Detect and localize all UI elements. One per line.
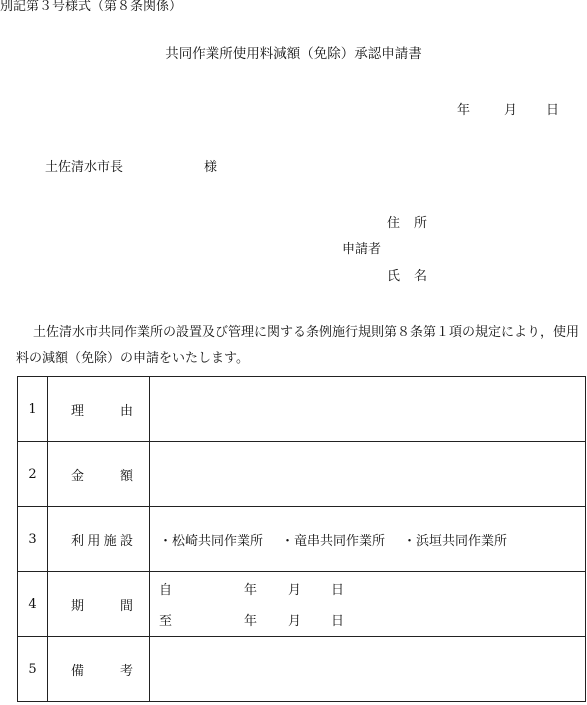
date-month-label: 月 <box>504 103 518 118</box>
label-char: 理 <box>71 403 85 419</box>
reason-field[interactable] <box>150 377 586 442</box>
addressee-name: 土佐清水市長 <box>45 160 124 175</box>
table-row-facility <box>18 507 586 572</box>
label-char: 間 <box>119 598 133 614</box>
period-to-prefix: 至 <box>159 614 173 629</box>
period-to-month-label: 月 <box>288 614 302 629</box>
period-to-day-label: 日 <box>331 614 345 629</box>
row-label-reason <box>48 377 150 442</box>
label-char: 施 <box>103 533 117 549</box>
row-label-facility <box>48 507 150 572</box>
period-from-line <box>159 573 585 604</box>
facility-option-hamagaki[interactable]: ・浜垣共同作業所 <box>403 533 508 549</box>
row-number: 4 <box>18 572 48 637</box>
label-char: 設 <box>119 533 133 549</box>
period-from-year-label: 年 <box>244 583 258 598</box>
label-char: 金 <box>71 468 85 484</box>
row-number: 1 <box>18 377 48 442</box>
amount-field[interactable] <box>150 442 586 507</box>
label-char: 期 <box>71 598 85 614</box>
facility-option-tatsukushi[interactable]: ・竜串共同作業所 <box>281 533 386 549</box>
table-row-reason <box>18 377 586 442</box>
label-char: 用 <box>87 533 101 549</box>
label-char: 由 <box>119 403 133 419</box>
row-label-amount <box>48 442 150 507</box>
row-label-period <box>48 572 150 637</box>
label-char: 利 <box>71 533 85 549</box>
addressee-honorific: 様 <box>204 160 218 175</box>
application-details-table <box>17 376 586 702</box>
label-char: 考 <box>119 663 133 679</box>
period-from-prefix: 自 <box>159 583 173 598</box>
document-title: 共同作業所使用料減額（免除）承認申請書 <box>165 46 422 62</box>
application-body-text: 土佐清水市共同作業所の設置及び管理に関する条例施行規則第８条第１項の規定により，使用料の減額（免除）の申請をいたします。 <box>16 325 580 366</box>
date-day-label: 日 <box>546 103 560 118</box>
facility-option-matsuzaki[interactable]: ・松崎共同作業所 <box>159 533 264 549</box>
applicant-label: 申請者 <box>342 242 382 257</box>
period-to-year-label: 年 <box>244 614 258 629</box>
applicant-name-label: 氏名 <box>387 269 442 284</box>
date-year-label: 年 <box>457 103 471 118</box>
row-number: 2 <box>18 442 48 507</box>
table-row-period <box>18 572 586 637</box>
table-row-amount <box>18 442 586 507</box>
facility-field <box>150 507 586 572</box>
label-char: 備 <box>71 663 85 679</box>
period-from-month-label: 月 <box>288 583 302 598</box>
row-label-remarks <box>48 637 150 702</box>
form-number: 別記第３号様式（第８条関係） <box>0 0 183 14</box>
applicant-address-label: 住所 <box>387 216 442 231</box>
period-from-day-label: 日 <box>331 583 345 598</box>
row-number: 5 <box>18 637 48 702</box>
table-row-remarks <box>18 637 586 702</box>
label-char: 額 <box>119 468 133 484</box>
remarks-field[interactable] <box>150 637 586 702</box>
period-field[interactable] <box>150 572 586 637</box>
period-to-line <box>159 604 585 635</box>
row-number: 3 <box>18 507 48 572</box>
